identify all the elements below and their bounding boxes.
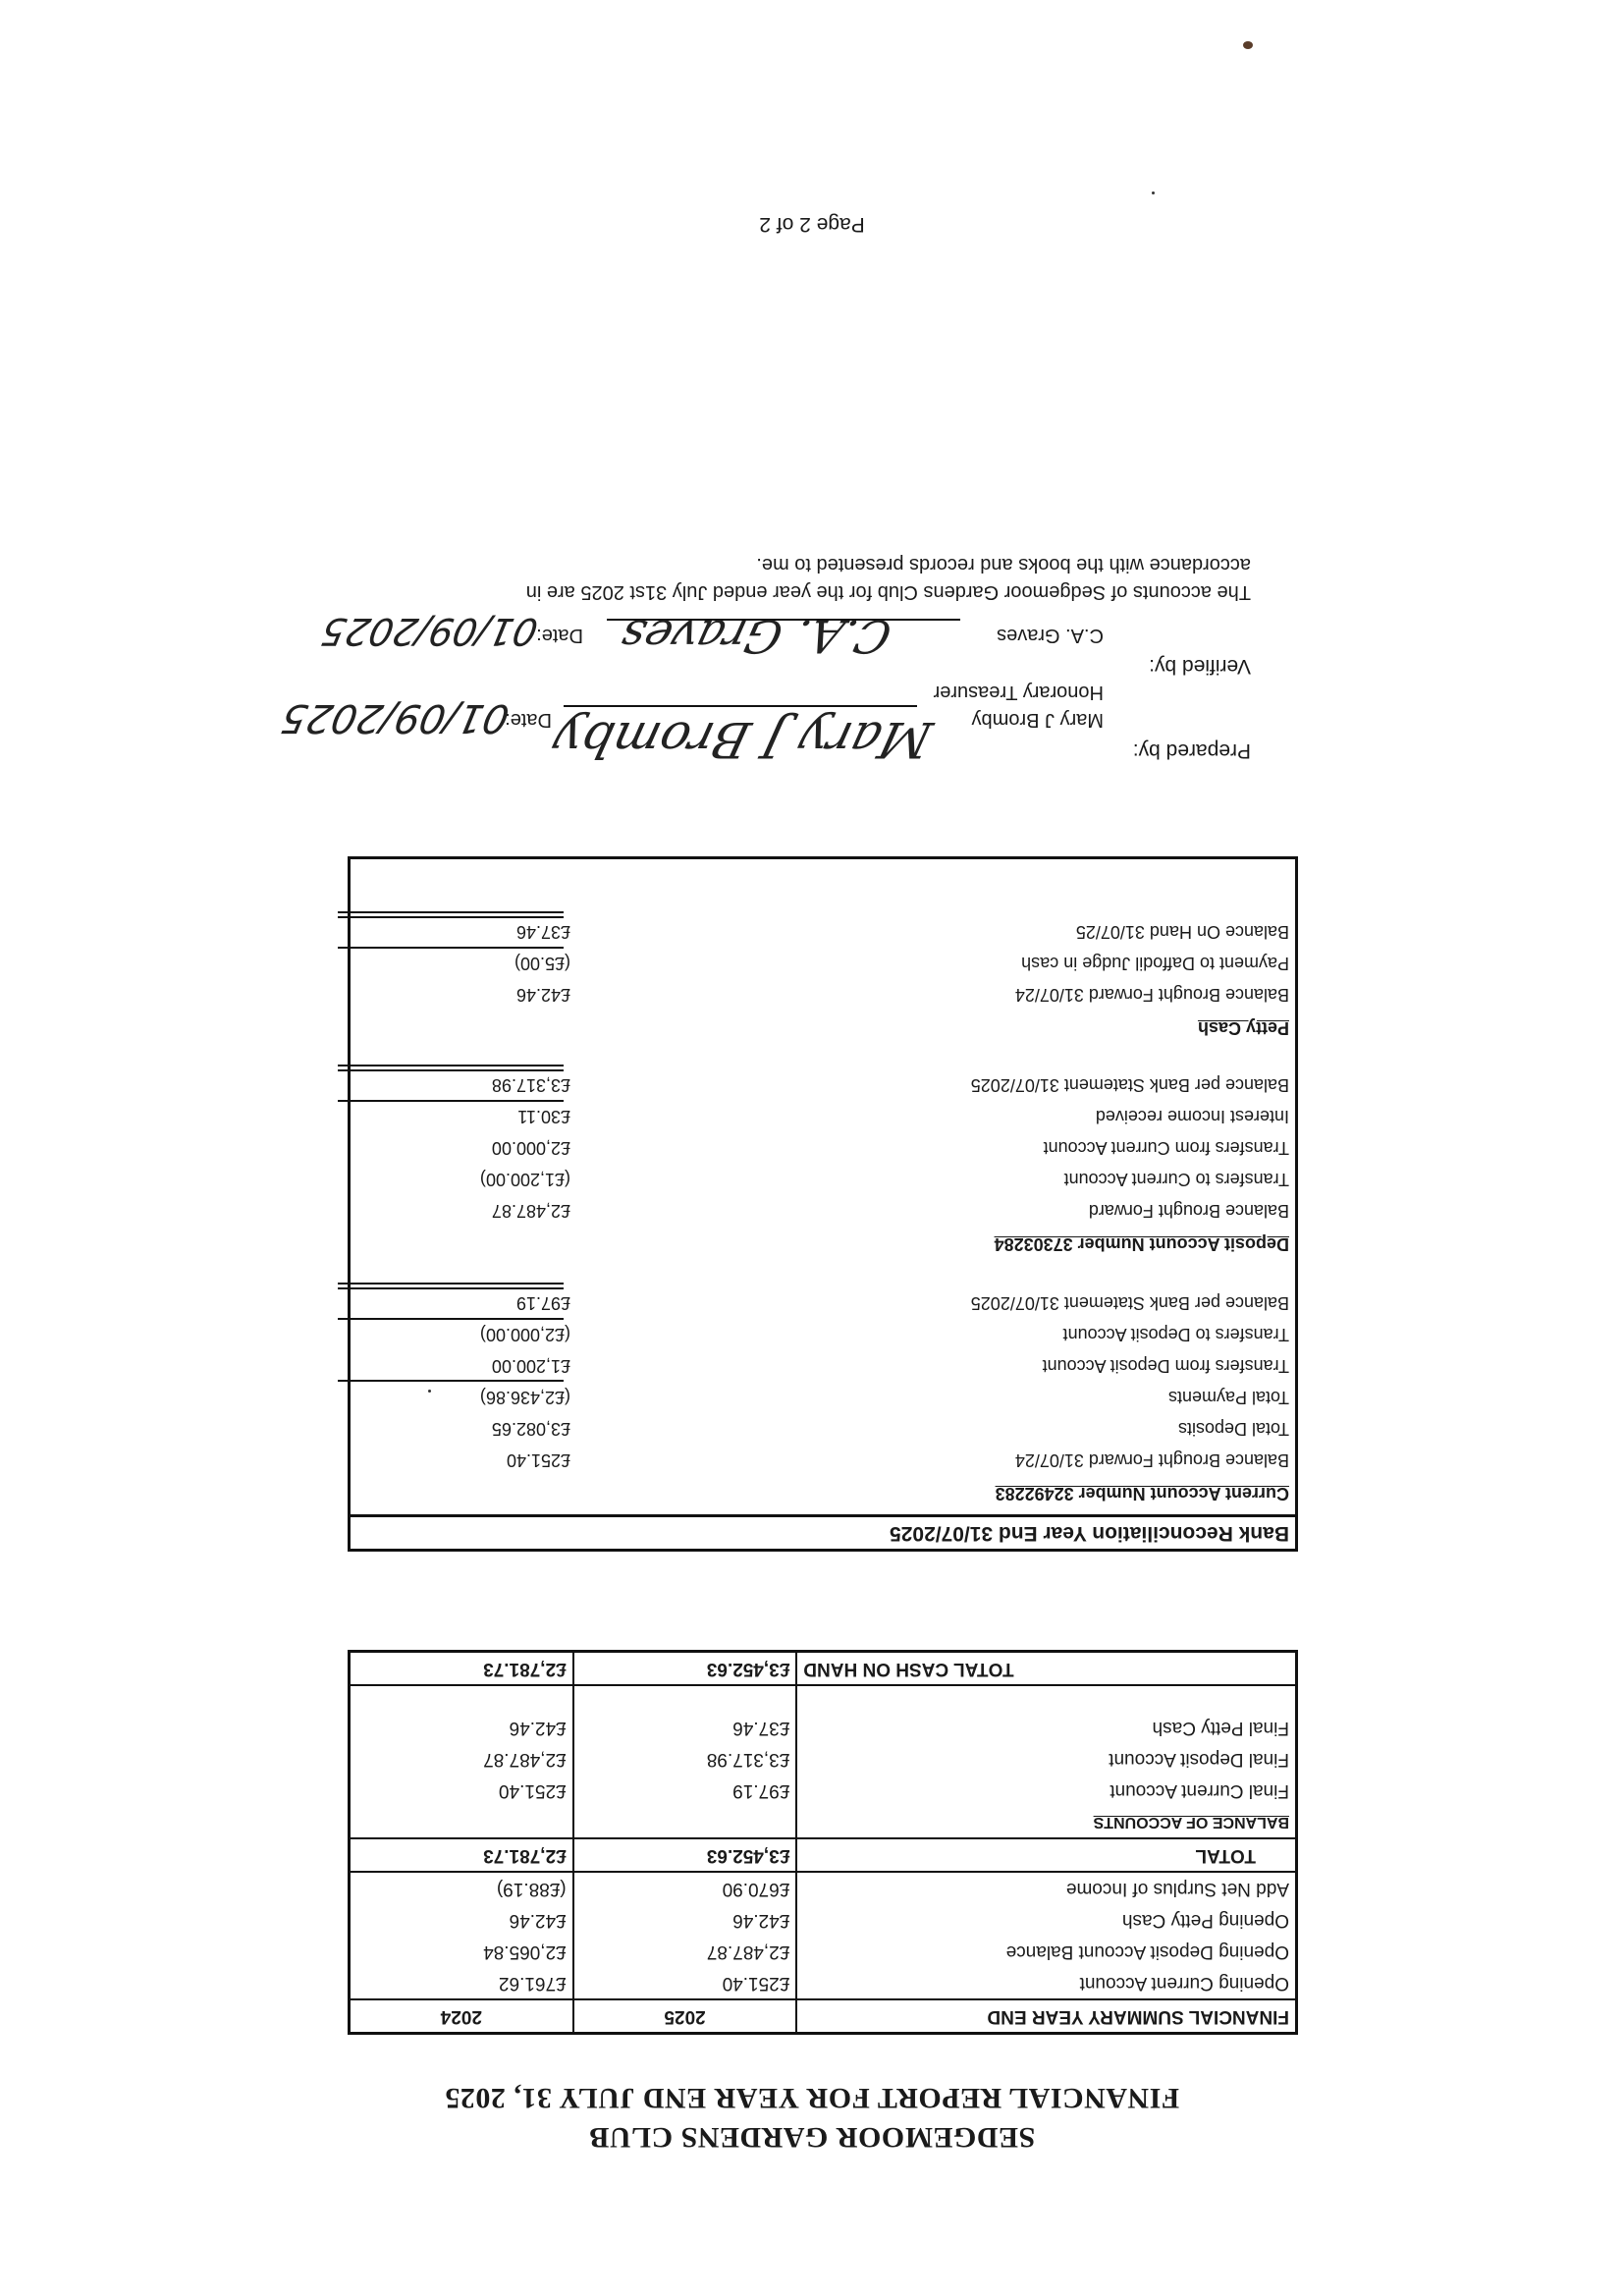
balance-row-2025: £97.19: [573, 1775, 797, 1806]
underline: [338, 1069, 564, 1071]
recon-row-label: Balance per Bank Statement 31/07/2025: [970, 1293, 1289, 1313]
balance-heading-row: [351, 1806, 1295, 1838]
summary-header-row: [351, 1999, 1295, 2032]
verified-signature: [583, 597, 937, 685]
summary-header-label: FINANCIAL SUMMARY YEAR END: [796, 1999, 1295, 2032]
summary-row: [351, 1872, 1295, 1904]
recon-row-value: (£1,200.00): [479, 1170, 570, 1189]
svg-text:01/09/2025: 01/09/2025: [277, 695, 514, 742]
recon-row-value: £2,487.87: [491, 1201, 570, 1221]
recon-row-label: Total Payments: [1167, 1388, 1289, 1407]
balance-heading: BALANCE OF ACCOUNTS: [796, 1806, 1295, 1838]
prepared-signature: [544, 695, 937, 793]
summary-row-2025: £670.90: [573, 1872, 797, 1904]
recon-row-value: £42.46: [515, 985, 570, 1005]
underline: [338, 911, 564, 913]
summary-row-2025: £251.40: [573, 1967, 797, 1999]
summary-total-label: TOTAL: [796, 1838, 1295, 1872]
scan-speck: [428, 1390, 431, 1393]
recon-row-value: £1,200.00: [491, 1356, 570, 1376]
petty-cash-heading: Petty Cash: [1197, 1018, 1289, 1038]
underline: [338, 1380, 564, 1382]
underline: [338, 1283, 564, 1285]
summary-total-2024: £2,781.73: [351, 1838, 573, 1872]
balance-row: [351, 1775, 1295, 1806]
summary-row: [351, 1904, 1295, 1936]
summary-total-row: [351, 1838, 1295, 1872]
cash-total-2025: £3,452.63: [573, 1653, 797, 1685]
balance-row-2025: £3,317.98: [573, 1743, 797, 1775]
verified-name: C.A. Graves: [997, 625, 1104, 646]
summary-header-2024: 2024: [351, 1999, 573, 2032]
recon-row-label: Balance per Bank Statement 31/07/2025: [970, 1075, 1289, 1095]
recon-row-value: (£2,000.00): [479, 1325, 570, 1344]
balance-row-2024: £251.40: [498, 1780, 567, 1801]
summary-row-label: Add Net Surplus of Income: [796, 1872, 1295, 1904]
recon-row-label: Payment to Daffodil Judge in cash: [1021, 954, 1289, 973]
club-name: SEDGEMOOR GARDENS CLUB: [588, 2121, 1036, 2154]
summary-row-label: Opening Petty Cash: [796, 1904, 1295, 1936]
recon-row-value: (£2,436.86): [479, 1388, 570, 1407]
cash-total-label: TOTAL CASH ON HAND: [796, 1653, 1295, 1685]
underline: [338, 916, 564, 918]
recon-row-value: £97.19: [515, 1293, 570, 1313]
bank-reconciliation-box: [348, 856, 1298, 1552]
summary-row-2024: £42.46: [509, 1910, 567, 1931]
summary-row-2025: £42.46: [573, 1904, 797, 1936]
balance-row-label: Final Deposit Account: [796, 1743, 1295, 1775]
summary-row: [351, 1967, 1295, 1999]
recon-row-value: £37.46: [515, 922, 570, 942]
recon-row-label: Transfers from Current Account: [1043, 1138, 1289, 1158]
recon-row-label: Interest Income received: [1095, 1107, 1289, 1126]
summary-row-2025: £2,487.87: [573, 1936, 797, 1967]
recon-row-label: Transfers to Current Account: [1063, 1170, 1289, 1189]
scan-speck: [1152, 191, 1155, 194]
date-handwritten: [277, 685, 514, 754]
recon-row-value: £2,000.00: [491, 1138, 570, 1158]
prepared-role: Honorary Treasurer: [933, 682, 1104, 703]
verification-statement-line-1: The accounts of Sedgemoor Gardens Club for the year ended July 31st 2025 are in: [525, 581, 1251, 603]
date-label: Date:: [536, 625, 583, 646]
recon-row-label: Transfers from Deposit Account: [1042, 1356, 1289, 1376]
recon-row-label: Balance Brought Forward 31/07/24: [1014, 1450, 1289, 1470]
underline: [338, 1100, 564, 1102]
recon-row-label: Balance Brought Forward: [1088, 1201, 1289, 1221]
date-label: Date:: [505, 709, 552, 731]
financial-summary-table: [348, 1650, 1298, 2035]
svg-text:01/09/2025: 01/09/2025: [317, 609, 542, 653]
recon-row-value: (£5.00): [514, 954, 570, 973]
prepared-name: Mary J Bromby: [971, 709, 1104, 731]
underline: [338, 1287, 564, 1289]
scan-speck: [1243, 41, 1253, 49]
current-account-heading: Current Account Number 32492283: [995, 1484, 1289, 1503]
underline: [338, 1318, 564, 1320]
balance-row: [351, 1743, 1295, 1775]
cash-total-row: [351, 1653, 1295, 1685]
summary-row-label: Opening Deposit Account Balance: [796, 1936, 1295, 1967]
recon-row-value: £3,317.98: [491, 1075, 570, 1095]
recon-row-label: Balance Brought Forward 31/07/24: [1014, 985, 1289, 1005]
recon-row-label: Total Deposits: [1177, 1419, 1289, 1439]
deposit-account-heading: Deposit Account Number 37303284: [994, 1234, 1289, 1254]
svg-text:C.A. Graves: C.A. Graves: [615, 609, 897, 662]
balance-row-label: Final Current Account: [796, 1775, 1295, 1806]
verified-by-label: Verified by:: [1149, 655, 1251, 678]
summary-row-2024: £761.62: [498, 1973, 567, 1994]
page-number: Page 2 of 2: [759, 213, 865, 236]
summary-row: [351, 1936, 1295, 1967]
reconciliation-title: Bank Reconciliation Year End 31/07/2025: [351, 1514, 1295, 1549]
summary-row-label: Opening Current Account: [796, 1967, 1295, 1999]
report-title: FINANCIAL REPORT FOR YEAR END JULY 31, 2025: [444, 2082, 1180, 2114]
recon-row-value: £30.11: [517, 1107, 570, 1126]
summary-total-2025: £3,452.63: [573, 1838, 797, 1872]
balance-row-2024: £2,487.87: [483, 1749, 567, 1770]
summary-header-2025: 2025: [573, 1999, 797, 2032]
recon-row-label: Transfers to Deposit Account: [1062, 1325, 1289, 1344]
underline: [338, 947, 564, 949]
prepared-by-label: Prepared by:: [1132, 739, 1251, 762]
underline: [338, 1065, 564, 1066]
balance-row: [351, 1712, 1295, 1743]
verification-statement-line-2: accordance with the books and records presented to me.: [756, 554, 1251, 575]
svg-text:Mary J Bromby: Mary J Bromby: [547, 711, 938, 769]
balance-row-2024: £42.46: [509, 1718, 567, 1738]
balance-row-label: Final Petty Cash: [796, 1712, 1295, 1743]
date-handwritten: [306, 603, 542, 664]
balance-row-2025: £37.46: [573, 1712, 797, 1743]
summary-row-2024: £2,065.84: [483, 1941, 567, 1962]
recon-row-label: Balance On Hand 31/07/25: [1075, 922, 1289, 942]
recon-row-value: £3,082.65: [491, 1419, 570, 1439]
recon-row-value: £251.40: [506, 1450, 570, 1470]
summary-row-2024: (£88.19): [496, 1879, 567, 1899]
cash-total-2024: £2,781.73: [351, 1653, 573, 1685]
